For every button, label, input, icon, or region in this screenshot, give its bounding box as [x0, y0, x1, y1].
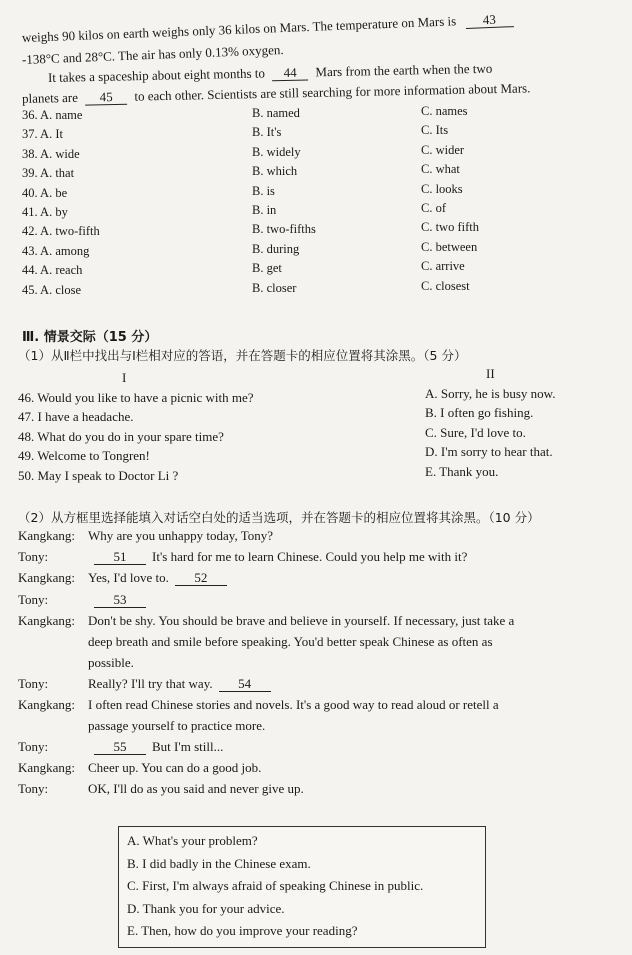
dialogue-text: deep breath and smile before speaking. You'd better speak Chinese as often as	[88, 634, 493, 649]
blank-43: 43	[465, 12, 514, 28]
match-answer: B. I often go fishing.	[425, 405, 534, 421]
mc-option-b: B. It's	[252, 125, 282, 140]
col1-header: I	[122, 370, 127, 385]
match-answer: E. Thank you.	[425, 463, 499, 479]
dialogue-line	[18, 613, 514, 629]
passage-line-2	[22, 42, 284, 68]
speaker-label: Tony:	[18, 676, 49, 691]
match-question: 46. Would you like to have a picnic with me?	[18, 390, 254, 405]
speaker-label: Kangkang:	[18, 570, 76, 585]
mc-option-a: 38. A. wide	[22, 146, 80, 161]
box-option: D. Thank you for your advice.	[127, 900, 285, 916]
passage-line-1	[22, 11, 514, 46]
section-title: Ⅲ. 情景交际（15 分）	[22, 330, 158, 345]
mc-option-b: B. during	[252, 241, 300, 256]
match-question: 49. Welcome to Tongren!	[18, 448, 150, 464]
dialogue-text: OK, I'll do as you said and never give up.	[88, 781, 304, 796]
dialogue-text: It's hard for me to learn Chinese. Could you help me with it?	[152, 549, 468, 564]
speaker-label: Kangkang:	[18, 697, 76, 712]
dialogue-line	[18, 739, 223, 755]
mc-option-b: B. two-fifths	[252, 222, 316, 237]
dialogue-text: But I'm still...	[152, 739, 224, 754]
passage-text: -138°C and 28°C. The air has only 0.13% oxygen.	[21, 41, 284, 67]
dialogue-text: Cheer up. You can do a good job.	[88, 760, 262, 775]
answer-blank: 51	[94, 550, 146, 565]
dialogue-line	[18, 718, 265, 734]
mc-option-a: 44. A. reach	[22, 263, 83, 278]
mc-option-a: 43. A. among	[22, 243, 90, 258]
mc-option-c: C. looks	[421, 181, 463, 196]
match-question: 48. What do you do in your spare time?	[18, 428, 224, 444]
box-option: C. First, I'm always afraid of speaking Chinese in public.	[127, 878, 424, 893]
mc-option-b: B. named	[252, 106, 300, 120]
box-option: A. What's your problem?	[127, 833, 258, 848]
dialogue-text: possible.	[88, 655, 134, 670]
mc-option-c: C. what	[421, 162, 460, 177]
mc-option-a: 41. A. by	[22, 204, 68, 219]
mc-option-a: 36. A. name	[22, 108, 83, 122]
answer-blank: 55	[94, 740, 146, 755]
part2-instructions: （2）从方框里选择能填入对话空白处的适当选项，并在答题卡的相应位置将其涂黑。（10 分）	[18, 510, 540, 525]
mc-option-c: C. Its	[421, 123, 449, 138]
dialogue-line	[18, 634, 493, 650]
dialogue-line	[18, 592, 152, 608]
col1-questions	[18, 388, 254, 485]
speaker-label: Kangkang:	[18, 528, 76, 543]
match-answer: D. I'm sorry to hear that.	[425, 444, 553, 460]
dialogue-text: passage yourself to practice more.	[88, 718, 266, 733]
answer-blank: 52	[175, 571, 227, 586]
dialogue-line	[18, 528, 273, 544]
match-question: 47. I have a headache.	[18, 409, 134, 425]
mc-option-a: 37. A. It	[22, 127, 63, 142]
match-answer: A. Sorry, he is busy now.	[425, 386, 556, 401]
dialogue-line	[18, 697, 499, 713]
mc-option-a: 40. A. be	[22, 185, 68, 200]
answer-blank: 54	[219, 677, 271, 692]
mc-option-c: C. two fifth	[421, 220, 479, 235]
box-option: B. I did badly in the Chinese exam.	[127, 855, 311, 871]
match-answer: C. Sure, I'd love to.	[425, 424, 526, 440]
mc-option-c: C. between	[421, 239, 478, 254]
blank-45: 45	[85, 90, 127, 106]
speaker-label: Tony:	[18, 781, 49, 796]
mc-column-b	[252, 104, 316, 298]
speaker-label: Kangkang:	[18, 613, 76, 628]
dialogue-text: Yes, I'd love to.	[88, 570, 169, 585]
speaker-label: Kangkang:	[18, 760, 76, 775]
mc-option-a: 42. A. two-fifth	[22, 224, 100, 239]
mc-option-c: C. wider	[421, 142, 465, 157]
mc-option-c: C. of	[421, 200, 446, 215]
dialogue-line	[18, 655, 134, 671]
passage-text: weighs 90 kilos on earth weighs only 36 kilos on Mars. The temperature on Mars is	[21, 13, 457, 45]
dialogue-line	[18, 760, 261, 776]
mc-option-b: B. in	[252, 202, 277, 217]
dialogue-text: Really? I'll try that way.	[88, 676, 213, 691]
speaker-label: Tony:	[18, 549, 49, 564]
col2-answers	[425, 384, 555, 481]
dialogue-line	[18, 781, 304, 797]
passage-text: planets are	[21, 89, 79, 106]
mc-option-a: 45. A. close	[22, 282, 82, 297]
mc-option-a: 39. A. that	[22, 166, 75, 181]
mc-option-c: C. names	[421, 104, 468, 118]
options-box	[118, 826, 486, 948]
box-option: E. Then, how do you improve your reading?	[127, 923, 358, 938]
passage-text: to each other. Scientists are still searching for more information about Mars.	[134, 80, 531, 104]
dialogue-line	[18, 549, 467, 565]
mc-option-c: C. arrive	[421, 259, 465, 274]
dialogue-text: Don't be shy. You should be brave and believe in yourself. If necessary, just take a	[88, 613, 515, 628]
col2-header: II	[486, 366, 495, 381]
mc-column-a	[22, 106, 100, 300]
blank-44: 44	[272, 66, 308, 81]
passage-text: It takes a spaceship about eight months to	[47, 65, 266, 85]
dialogue-text: I often read Chinese stories and novels. It's a good way to read aloud or retell a	[88, 697, 499, 712]
answer-blank: 53	[94, 593, 146, 608]
mc-option-c: C. closest	[421, 278, 470, 293]
mc-option-b: B. widely	[252, 144, 301, 159]
dialogue-line	[18, 676, 277, 692]
mc-column-c	[421, 102, 479, 296]
dialogue-line	[18, 570, 233, 586]
speaker-label: Tony:	[18, 592, 49, 607]
match-question: 50. May I speak to Doctor Li ?	[18, 467, 179, 483]
mc-option-b: B. is	[252, 183, 275, 198]
mc-option-b: B. closer	[252, 280, 297, 295]
passage-text: Mars from the earth when the two	[315, 60, 493, 80]
dialogue-text: Why are you unhappy today, Tony?	[88, 528, 274, 543]
part1-instructions: （1）从Ⅱ栏中找出与Ⅰ栏相对应的答语，并在答题卡的相应位置将其涂黑。（5 分）	[18, 348, 467, 363]
mc-option-b: B. which	[252, 164, 298, 179]
mc-option-b: B. get	[252, 261, 282, 276]
speaker-label: Tony:	[18, 739, 49, 754]
